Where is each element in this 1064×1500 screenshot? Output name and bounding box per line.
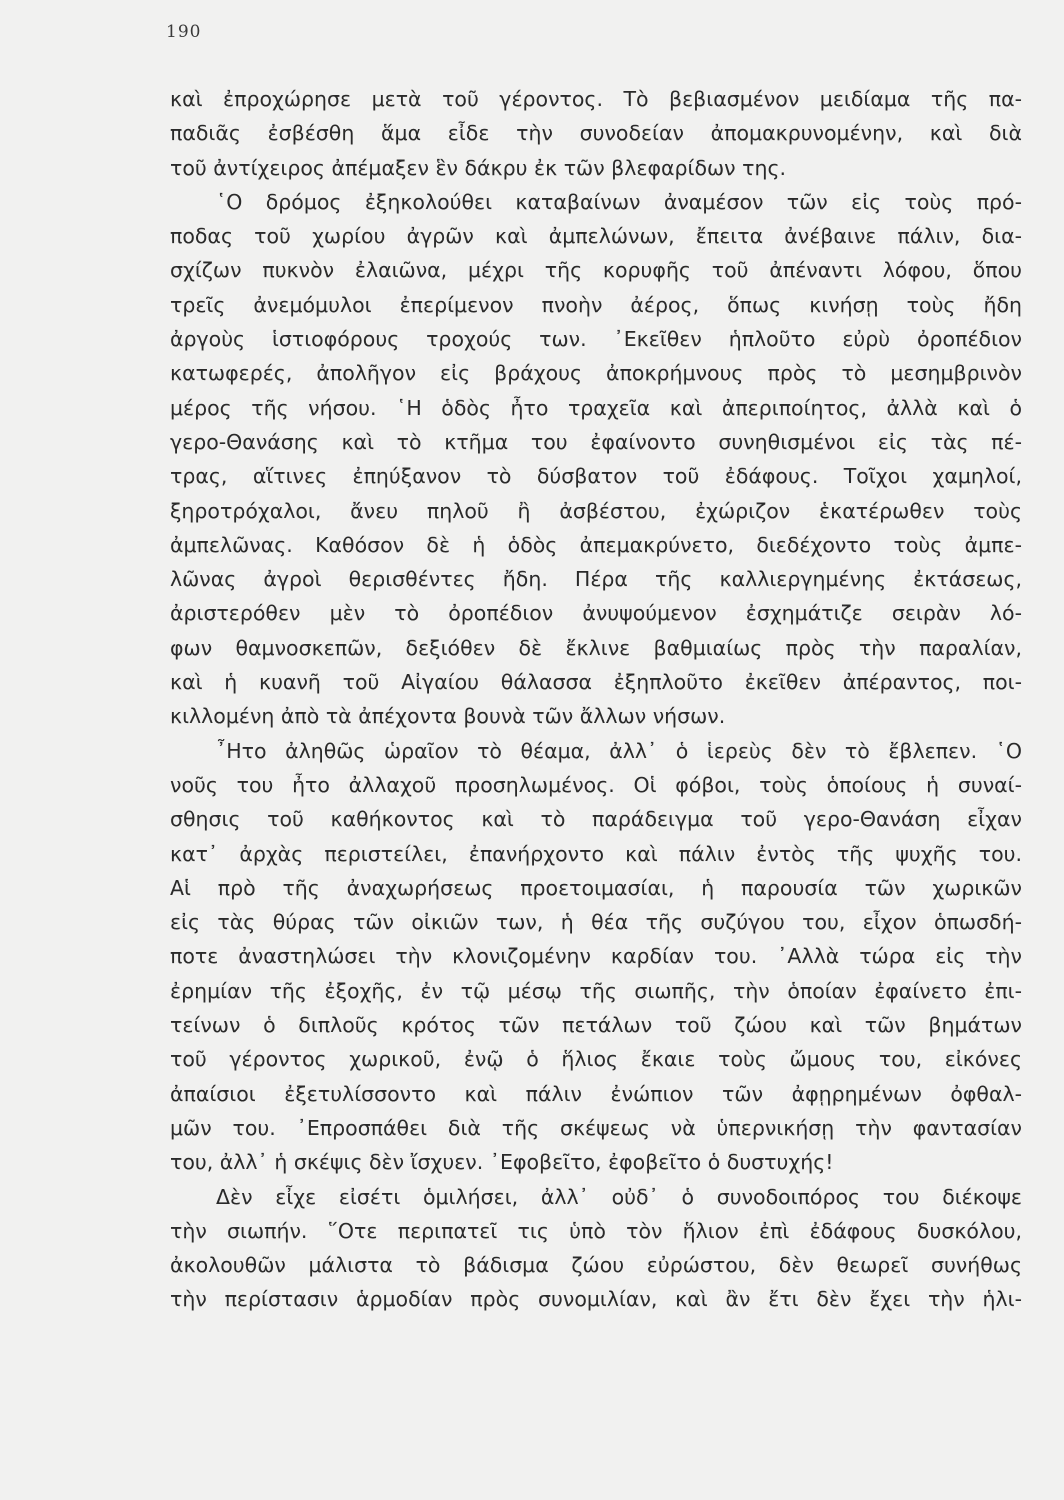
body-text [170,82,1022,1317]
text-line: παδιᾶς ἐσβέσθη ἅμα εἶδε τὴν συνοδείαν ἀπομακρυνομένην, καὶ διὰ [170,121,1022,146]
text-line: κιλλομένη ἀπὸ τὰ ἀπέχοντα βουνὰ τῶν ἄλλων νήσων. [170,704,726,729]
text-line: τρας, αἵτινες ἐπηύξανον τὸ δύσβατον τοῦ ἐδάφους. Τοῖχοι χαμηλοί, [170,464,1022,489]
text-line: ἀκολουθῶν μάλιστα τὸ βάδισμα ζώου εὐρώστου, δὲν θεωρεῖ συνήθως [170,1253,1022,1278]
text-line: τρεῖς ἀνεμόμυλοι ἐπερίμενον πνοὴν ἀέρος, ὅπως κινήσῃ τοὺς ἤδη [170,292,1022,317]
text-line: σθησις τοῦ καθήκοντος καὶ τὸ παράδειγμα τοῦ γερο-Θανάση εἶχαν [170,807,1022,832]
text-line: κατωφερές, ἀπολῆγον εἰς βράχους ἀποκρήμνους πρὸς τὸ μεσημβρινὸν [170,361,1022,386]
text-line: γερο-Θανάσης καὶ τὸ κτῆμα του ἐφαίνοντο συνηθισμένοι εἰς τὰς πέ- [170,429,1022,454]
text-line: ἐρημίαν τῆς ἐξοχῆς, ἐν τῷ μέσῳ τῆς σιωπῆς, τὴν ὁποίαν ἐφαίνετο ἐπι- [170,978,1022,1003]
text-line: φων θαμνοσκεπῶν, δεξιόθεν δὲ ἔκλινε βαθμιαίως πρὸς τὴν παραλίαν, [170,635,1022,660]
text-line: μῶν του. ᾿Επροσπάθει διὰ τῆς σκέψεως νὰ ὑπερνικήσῃ τὴν φαντασίαν [170,1115,1022,1140]
text-line: τὴν σιωπήν. ῞Οτε περιπατεῖ τις ὑπὸ τὸν ἥλιον ἐπὶ ἐδάφους δυσκόλου, [170,1218,1022,1243]
text-line: τείνων ὁ διπλοῦς κρότος τῶν πετάλων τοῦ ζώου καὶ τῶν βημάτων [170,1013,1022,1038]
text-line: ποδας τοῦ χωρίου ἀγρῶν καὶ ἀμπελώνων, ἔπειτα ἀνέβαινε πάλιν, δια- [170,224,1022,249]
text-line: ποτε ἀναστηλώσει τὴν κλονιζομένην καρδίαν του. ᾿Αλλὰ τώρα εἰς τὴν [170,944,1022,969]
text-line: τὴν περίστασιν ἁρμοδίαν πρὸς συνομιλίαν, καὶ ἂν ἔτι δὲν ἔχει τὴν ἡλι- [170,1287,1022,1312]
text-line: ἀμπελῶνας. Καθόσον δὲ ἡ ὁδὸς ἀπεμακρύνετο, διεδέχοντο τοὺς ἀμπε- [170,532,1022,557]
text-line: Αἱ πρὸ τῆς ἀναχωρήσεως προετοιμασίαι, ἡ παρουσία τῶν χωρικῶν [170,875,1022,900]
text-line: μέρος τῆς νήσου. ῾Η ὁδὸς ἦτο τραχεῖα καὶ ἀπεριποίητος, ἀλλὰ καὶ ὁ [170,395,1022,420]
text-line: ῾Ο δρόμος ἐξηκολούθει καταβαίνων ἀναμέσον τῶν εἰς τοὺς πρό- [216,189,1022,214]
text-line: του, ἀλλ᾿ ἡ σκέψις δὲν ἴσχυεν. ᾿Εφοβεῖτο, ἐφοβεῖτο ὁ δυστυχής! [170,1150,834,1175]
text-line: καὶ ἡ κυανῆ τοῦ Αἰγαίου θάλασσα ἐξηπλοῦτο ἐκεῖθεν ἀπέραντος, ποι- [170,670,1022,695]
text-line: τοῦ γέροντος χωρικοῦ, ἐνῷ ὁ ἥλιος ἔκαιε τοὺς ὤμους του, εἰκόνες [170,1047,1022,1072]
text-line: ἀριστερόθεν μὲν τὸ ὀροπέδιον ἀνυψούμενον ἐσχημάτιζε σειρὰν λό- [170,601,1022,626]
text-line: τοῦ ἀντίχειρος ἀπέμαξεν ἓν δάκρυ ἐκ τῶν βλεφαρίδων της. [170,155,787,180]
text-line: εἰς τὰς θύρας τῶν οἰκιῶν των, ἡ θέα τῆς συζύγου του, εἶχον ὁπωσδή- [170,910,1022,935]
text-line: καὶ ἐπροχώρησε μετὰ τοῦ γέροντος. Τὸ βεβιασμένον μειδίαμα τῆς πα- [170,87,1022,111]
page-number: 190 [166,22,202,42]
text-line: σχίζων πυκνὸν ἐλαιῶνα, μέχρι τῆς κορυφῆς τοῦ ἀπέναντι λόφου, ὅπου [170,258,1022,283]
text-line: ἀργοὺς ἱστιοφόρους τροχούς των. ᾿Εκεῖθεν ἡπλοῦτο εὐρὺ ὀροπέδιον [170,327,1022,352]
text-line: λῶνας ἀγροὶ θερισθέντες ἤδη. Πέρα τῆς καλλιεργημένης ἐκτάσεως, [170,567,1022,592]
text-line: ῏Ητο ἀληθῶς ὡραῖον τὸ θέαμα, ἀλλ᾿ ὁ ἱερεὺς δὲν τὸ ἔβλεπεν. ῾Ο [216,738,1022,763]
text-line: νοῦς του ἦτο ἀλλαχοῦ προσηλωμένος. Οἱ φόβοι, τοὺς ὁποίους ἡ συναί- [170,772,1022,797]
text-line: Δὲν εἶχε εἰσέτι ὁμιλήσει, ἀλλ᾿ οὐδ᾿ ὁ συνοδοιπόρος του διέκοψε [216,1184,1022,1209]
text-line: ξηροτρόχαλοι, ἄνευ πηλοῦ ἢ ἀσβέστου, ἐχώριζον ἑκατέρωθεν τοὺς [170,498,1022,523]
text-line: κατ᾿ ἀρχὰς περιστείλει, ἐπανήρχοντο καὶ πάλιν ἐντὸς τῆς ψυχῆς του. [170,841,1022,866]
text-line: ἀπαίσιοι ἐξετυλίσσοντο καὶ πάλιν ἐνώπιον τῶν ἀφῃρημένων ὀφθαλ- [170,1081,1022,1106]
